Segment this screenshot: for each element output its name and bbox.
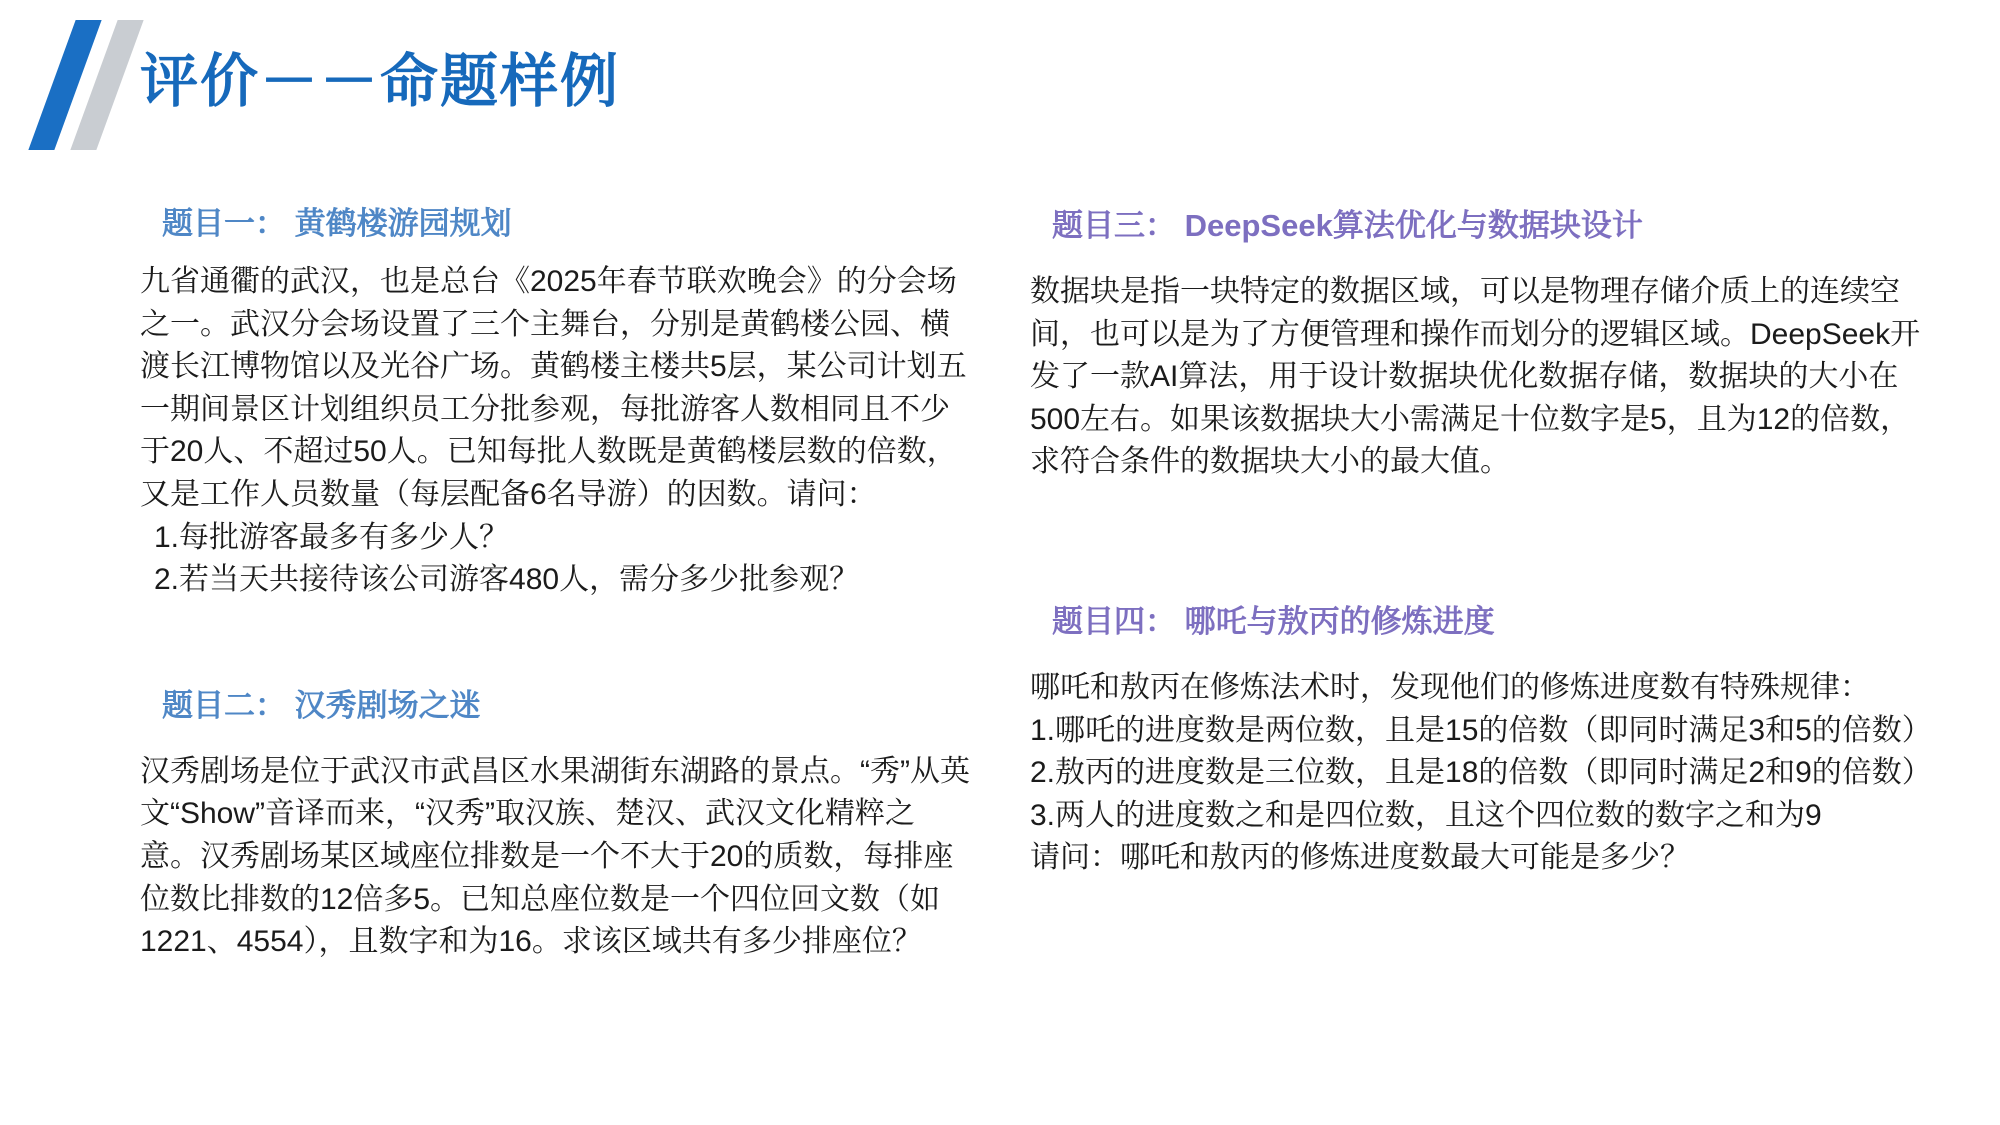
question-3-body	[1030, 271, 1930, 484]
question-4-title: 题目四： 哪吒与敖丙的修炼进度	[1052, 603, 1495, 639]
question-4-item-2: 2.敖丙的进度数是三位数，且是18的倍数（即同时满足2和9的倍数）	[1030, 756, 1932, 790]
question-1-item-1: 1.每批游客最多有多少人？	[154, 520, 510, 554]
question-block-2	[140, 680, 970, 964]
question-1-body	[140, 261, 970, 602]
question-block-4	[1030, 596, 1930, 880]
question-4-item-1: 1.哪吒的进度数是两位数，且是15的倍数（即同时满足3和5的倍数）	[1030, 713, 1932, 747]
question-block-1	[140, 198, 970, 602]
question-4-paragraph: 哪吒和敖丙在修炼法术时，发现他们的修炼进度数有特殊规律：	[1030, 670, 1870, 704]
question-4-body	[1030, 667, 1930, 880]
question-1-item-2: 2.若当天共接待该公司游客480人，需分多少批参观？	[154, 563, 860, 597]
page-title: 评价－－命题样例	[140, 49, 621, 114]
question-1-title: 题目一： 黄鹤楼游园规划	[162, 206, 512, 241]
right-column	[1030, 190, 1930, 910]
question-1-paragraph: 九省通衢的武汉，也是总台《2025年春节联欢晚会》的分会场之一。武汉分会场设置了三个主舞台，分别是黄鹤楼公园、横渡长江博物馆以及光谷广场。黄鹤楼主楼共5层，某公司计划五一期间景区计划组织员工分批参观，每批游客人数相同且不少于20人、不超过50人。已知每批人数既是黄鹤楼层数的倍数，又是工作人员数量（每层配备6名导游）的因数。请问：	[140, 265, 967, 511]
question-4-item-4: 请问：哪吒和敖丙的修炼进度数最大可能是多少？	[1030, 841, 1690, 875]
question-2-title: 题目二： 汉秀剧场之迷	[162, 687, 481, 723]
question-3-title: 题目三： DeepSeek算法优化与数据块设计	[1052, 208, 1643, 243]
title-decoration	[42, 20, 152, 150]
question-4-item-3: 3.两人的进度数之和是四位数，且这个四位数的数字之和为9	[1030, 798, 1822, 832]
question-3-paragraph: 数据块是指一块特定的数据区域，可以是物理存储介质上的连续空间，也可以是为了方便管理和操作而划分的逻辑区域。DeepSeek开发了一款AI算法，用于设计数据块优化数据存储，数据块的大小在500左右。如果该数据块大小需满足十位数字是5，且为12的倍数，求符合条件的数据块大小的最大值。	[1030, 275, 1921, 479]
left-column	[140, 190, 970, 994]
question-2-paragraph: 汉秀剧场是位于武汉市武昌区水果湖街东湖路的景点。“秀”从英文“Show”音译而来，“汉秀”取汉族、楚汉、武汉文化精粹之意。汉秀剧场某区域座位排数是一个不大于20的质数，每排座位数比排数的12倍多5。已知总座位数是一个四位回文数（如1221、4554），且数字和为16。求该区域共有多少排座位？	[140, 754, 970, 959]
question-2-body	[140, 751, 970, 964]
question-block-3	[1030, 200, 1930, 484]
